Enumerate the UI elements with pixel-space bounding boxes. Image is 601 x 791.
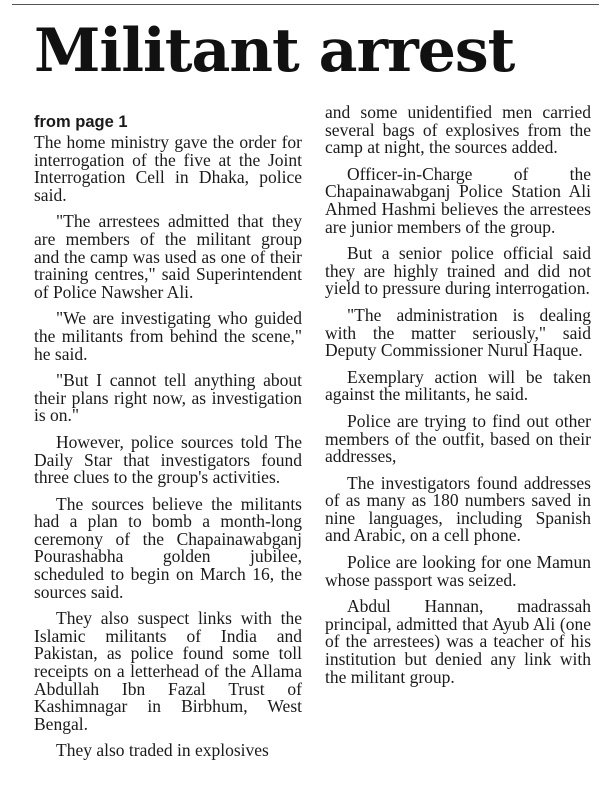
paragraph: "The arrestees admitted that they are members of the militant group and the camp was used as one of their training centres," said Superintendent of Police Nawsher Ali. — [34, 211, 302, 302]
paragraph: Officer-in-Charge of the Chapainawabganj Police Station Ali Ahmed Hashmi believes the arrestees are junior members of the group. — [325, 163, 591, 237]
paragraph: and some unidentified men carried several bags of explosives from the camp at night, the sources added. — [325, 102, 591, 158]
paragraph: "The administration is dealing with the matter seriously," said Deputy Commissioner Nurul Haque. — [325, 304, 591, 361]
top-rule — [12, 4, 599, 5]
continuation-kicker: from page 1 — [34, 113, 128, 131]
article-column-left — [34, 112, 302, 760]
paragraph: Exemplary action will be taken against the militants, he said. — [325, 366, 591, 405]
paragraph: The investigators found addresses of as many as 180 numbers saved in nine languages, including Spanish and Arabic, on a cell phone. — [325, 472, 591, 546]
paragraph: Abdul Hannan, madrassah principal, admitted that Ayub Ali (one of the arrestees) was a teacher of his institution but denied any link with the militant group. — [325, 596, 591, 687]
paragraph: But a senior police official said they are highly trained and did not yield to pressure during interrogation. — [325, 243, 591, 299]
paragraph: However, police sources told The Daily Star that investigators found three clues to the group's activities. — [34, 431, 302, 488]
headline: Militant arrest — [34, 16, 515, 86]
paragraph: The home ministry gave the order for interrogation of the five at the Joint Interrogation Cell in Dhaka, police said. — [34, 132, 302, 205]
paragraph: "But I cannot tell anything about their plans right now, as investigation is on." — [34, 370, 302, 426]
article-column-right — [325, 104, 591, 686]
paragraph: They also suspect links with the Islamic militants of India and Pakistan, as police found some toll receipts on a letterhead of the Allama Abdullah Ibn Fazal Trust of Kashimnagar in Birbhum, West Bengal. — [34, 608, 302, 734]
paragraph: They also traded in explosives — [56, 740, 269, 761]
paragraph: "We are investigating who guided the militants from behind the scene," he said. — [34, 308, 302, 364]
paragraph: Police are looking for one Mamun whose passport was seized. — [325, 552, 591, 590]
paragraph: The sources believe the militants had a plan to bomb a month-long ceremony of the Chapainawabganj Pourashabha golden jubilee, scheduled to begin on March 16, the sources said. — [34, 493, 302, 602]
paragraph: Police are trying to find out other members of the outfit, based on their addresses, — [325, 410, 591, 467]
